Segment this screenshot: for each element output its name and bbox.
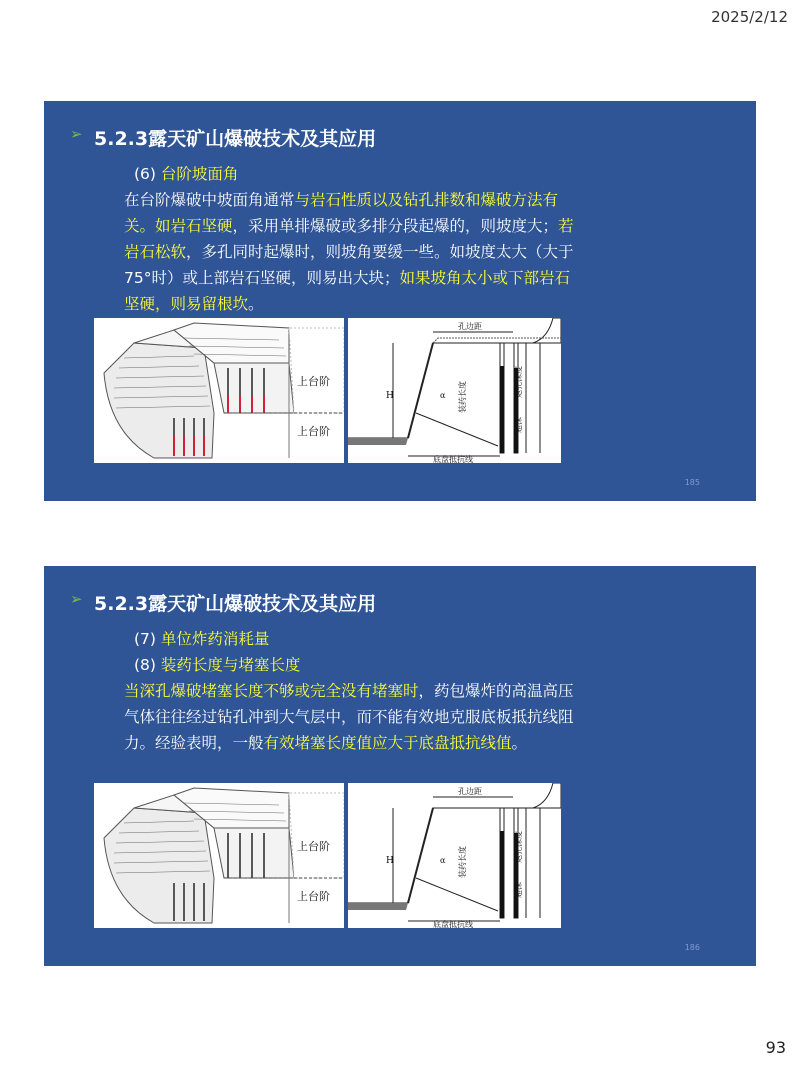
slide-body bbox=[94, 161, 584, 317]
arrow-bullet-icon: ➢ bbox=[70, 590, 83, 608]
hole-spacing-label: 孔边距 bbox=[458, 787, 482, 796]
slide-number: 186 bbox=[684, 943, 700, 952]
lower-bench-label: 上台阶 bbox=[297, 890, 330, 903]
overdrill-label: 超深 bbox=[514, 417, 523, 433]
item-heading: (7) 单位炸药消耗量 bbox=[134, 630, 270, 648]
charge-length-label: 装药长度 bbox=[458, 381, 467, 413]
page-number: 93 bbox=[765, 1038, 786, 1057]
slide-title: ➢ 5.2.3露天矿山爆破技术及其应用 bbox=[70, 590, 377, 615]
slide-title: ➢ 5.2.3露天矿山爆破技术及其应用 bbox=[70, 125, 377, 150]
arrow-bullet-icon: ➢ bbox=[70, 125, 83, 143]
height-label: H bbox=[386, 856, 394, 866]
slide-number: 185 bbox=[684, 478, 700, 487]
slide-185 bbox=[44, 101, 756, 501]
bench-section-figure bbox=[348, 783, 561, 928]
upper-bench-label: 上台阶 bbox=[297, 840, 330, 853]
bottom-burden-label: 底盘抵抗线 bbox=[433, 455, 473, 463]
overdrill-label: 超深 bbox=[514, 882, 523, 898]
lower-bench-label: 上台阶 bbox=[297, 425, 330, 438]
slide-body bbox=[94, 626, 584, 756]
hole-spacing-label: 孔边距 bbox=[458, 322, 482, 331]
angle-label: α bbox=[440, 391, 446, 400]
bench-section-figure bbox=[348, 318, 561, 463]
hole-depth-label: 炮孔深度 bbox=[514, 831, 523, 863]
paragraph: 当深孔爆破堵塞长度不够或完全没有堵塞时，药包爆炸的高温高压气体往往经过钻孔冲到大气层中，而不能有效地克服底板抵抗线阻力。经验表明，一般有效堵塞长度值应大于底盘抵抗线值。 bbox=[124, 682, 574, 752]
upper-bench-label: 上台阶 bbox=[297, 375, 330, 388]
slide-186 bbox=[44, 566, 756, 966]
bench-3d-figure bbox=[94, 783, 344, 928]
hole-depth-label: 炮孔深度 bbox=[514, 366, 523, 398]
item-heading: (6) 台阶坡面角 bbox=[134, 165, 239, 183]
charge-length-label: 装药长度 bbox=[458, 846, 467, 878]
item-heading: (8) 装药长度与堵塞长度 bbox=[134, 656, 301, 674]
angle-label: α bbox=[440, 856, 446, 865]
bottom-burden-label: 底盘抵抗线 bbox=[433, 920, 473, 928]
paragraph: 在台阶爆破中坡面角通常与岩石性质以及钻孔排数和爆破方法有关。如岩石坚硬，采用单排爆破或多排分段起爆的，则坡度大；若岩石松软，多孔同时起爆时，则坡角要缓一些。如坡度太大（大于75°时）或上部岩石坚硬，则易出大块；如果坡角太小或下部岩石坚硬，则易留根坎。 bbox=[124, 191, 574, 313]
print-date: 2025/2/12 bbox=[711, 8, 788, 26]
bench-3d-figure bbox=[94, 318, 344, 463]
height-label: H bbox=[386, 391, 394, 401]
